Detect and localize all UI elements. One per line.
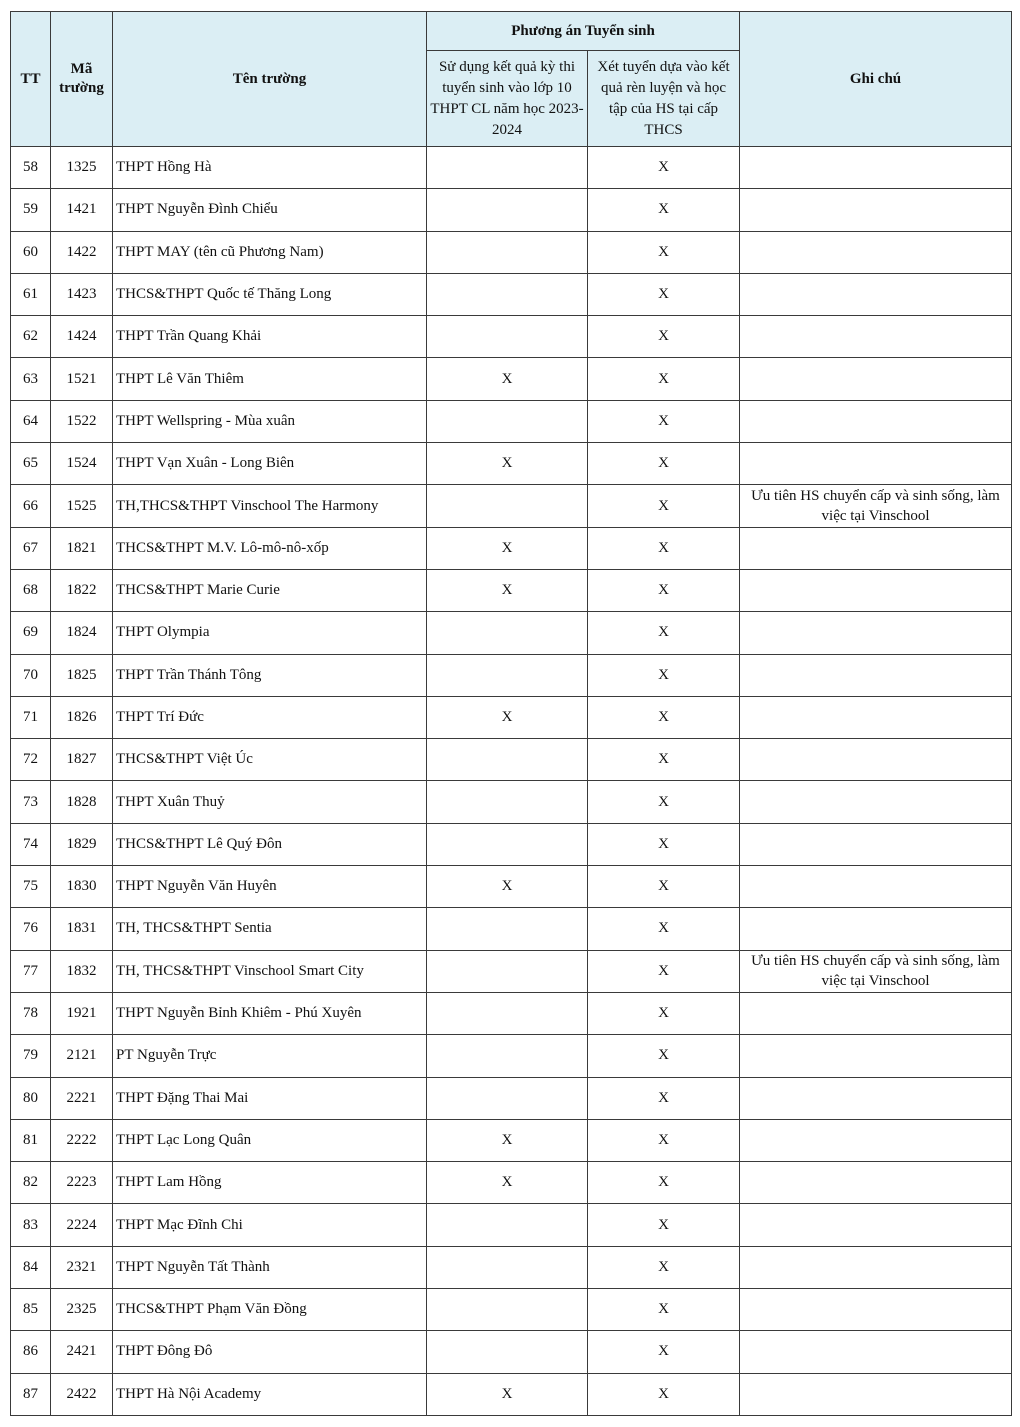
table-row bbox=[11, 992, 1012, 1034]
table-row bbox=[11, 189, 1012, 231]
cell-note bbox=[740, 739, 1012, 781]
cell-option-exam bbox=[427, 950, 588, 992]
cell-tt: 63 bbox=[11, 358, 51, 400]
cell-code: 1827 bbox=[51, 739, 113, 781]
cell-note bbox=[740, 443, 1012, 485]
cell-code: 1921 bbox=[51, 992, 113, 1034]
table-row bbox=[11, 612, 1012, 654]
cell-option-exam bbox=[427, 316, 588, 358]
cell-code: 1832 bbox=[51, 950, 113, 992]
cell-school-name: THCS&THPT Việt Úc bbox=[113, 739, 427, 781]
header-phuong-an: Phương án Tuyển sinh bbox=[427, 12, 740, 51]
cell-school-name: THPT Đông Đô bbox=[113, 1331, 427, 1373]
header-ten-truong: Tên trường bbox=[113, 12, 427, 147]
cell-note bbox=[740, 781, 1012, 823]
cell-tt: 58 bbox=[11, 147, 51, 189]
cell-option-exam: X bbox=[427, 1162, 588, 1204]
table-row bbox=[11, 781, 1012, 823]
cell-school-name: THPT Vạn Xuân - Long Biên bbox=[113, 443, 427, 485]
cell-option-record: X bbox=[588, 358, 740, 400]
cell-tt: 60 bbox=[11, 231, 51, 273]
cell-tt: 71 bbox=[11, 696, 51, 738]
cell-option-exam bbox=[427, 739, 588, 781]
cell-tt: 73 bbox=[11, 781, 51, 823]
cell-school-name: THPT Nguyễn Đình Chiểu bbox=[113, 189, 427, 231]
cell-code: 1829 bbox=[51, 823, 113, 865]
cell-tt: 65 bbox=[11, 443, 51, 485]
cell-note bbox=[740, 1246, 1012, 1288]
cell-option-record: X bbox=[588, 1204, 740, 1246]
cell-tt: 76 bbox=[11, 908, 51, 950]
cell-note bbox=[740, 189, 1012, 231]
cell-school-name: TH, THCS&THPT Vinschool Smart City bbox=[113, 950, 427, 992]
cell-option-record: X bbox=[588, 316, 740, 358]
cell-option-record: X bbox=[588, 992, 740, 1034]
cell-option-exam: X bbox=[427, 358, 588, 400]
cell-option-record: X bbox=[588, 739, 740, 781]
cell-school-name: THPT Lạc Long Quân bbox=[113, 1119, 427, 1161]
table-row bbox=[11, 866, 1012, 908]
cell-code: 1422 bbox=[51, 231, 113, 273]
cell-option-record: X bbox=[588, 569, 740, 611]
cell-option-record: X bbox=[588, 1119, 740, 1161]
cell-note: Ưu tiên HS chuyển cấp và sinh sống, làm việc tại Vinschool bbox=[740, 485, 1012, 527]
cell-option-exam bbox=[427, 400, 588, 442]
cell-code: 1831 bbox=[51, 908, 113, 950]
table-row bbox=[11, 1204, 1012, 1246]
cell-option-record: X bbox=[588, 527, 740, 569]
table-row bbox=[11, 1077, 1012, 1119]
cell-code: 1828 bbox=[51, 781, 113, 823]
header-ma-truong: Mã trường bbox=[51, 12, 113, 147]
cell-school-name: THPT Mạc Đĩnh Chi bbox=[113, 1204, 427, 1246]
cell-code: 1821 bbox=[51, 527, 113, 569]
table-row bbox=[11, 231, 1012, 273]
cell-tt: 69 bbox=[11, 612, 51, 654]
cell-tt: 66 bbox=[11, 485, 51, 527]
cell-tt: 61 bbox=[11, 273, 51, 315]
cell-note bbox=[740, 696, 1012, 738]
cell-option-record: X bbox=[588, 1331, 740, 1373]
cell-school-name: THCS&THPT Lê Quý Đôn bbox=[113, 823, 427, 865]
cell-option-record: X bbox=[588, 231, 740, 273]
cell-option-exam: X bbox=[427, 443, 588, 485]
cell-tt: 87 bbox=[11, 1373, 51, 1415]
cell-note bbox=[740, 1331, 1012, 1373]
table-row bbox=[11, 1289, 1012, 1331]
cell-code: 2325 bbox=[51, 1289, 113, 1331]
cell-note bbox=[740, 823, 1012, 865]
cell-option-record: X bbox=[588, 443, 740, 485]
cell-code: 1325 bbox=[51, 147, 113, 189]
cell-tt: 64 bbox=[11, 400, 51, 442]
cell-code: 1826 bbox=[51, 696, 113, 738]
table-row bbox=[11, 1331, 1012, 1373]
cell-school-name: TH,THCS&THPT Vinschool The Harmony bbox=[113, 485, 427, 527]
cell-code: 1825 bbox=[51, 654, 113, 696]
cell-option-exam bbox=[427, 992, 588, 1034]
cell-option-record: X bbox=[588, 612, 740, 654]
cell-tt: 80 bbox=[11, 1077, 51, 1119]
cell-note bbox=[740, 1077, 1012, 1119]
cell-option-exam bbox=[427, 1331, 588, 1373]
table-row bbox=[11, 1119, 1012, 1161]
cell-option-record: X bbox=[588, 1162, 740, 1204]
table-row bbox=[11, 273, 1012, 315]
cell-note bbox=[740, 1204, 1012, 1246]
cell-tt: 70 bbox=[11, 654, 51, 696]
cell-option-exam: X bbox=[427, 696, 588, 738]
cell-note bbox=[740, 273, 1012, 315]
cell-option-record: X bbox=[588, 866, 740, 908]
table-row bbox=[11, 908, 1012, 950]
cell-code: 2421 bbox=[51, 1331, 113, 1373]
cell-tt: 62 bbox=[11, 316, 51, 358]
cell-code: 1421 bbox=[51, 189, 113, 231]
cell-option-exam bbox=[427, 781, 588, 823]
table-row bbox=[11, 1162, 1012, 1204]
cell-tt: 75 bbox=[11, 866, 51, 908]
header-option-exam: Sử dụng kết quả kỳ thi tuyển sinh vào lớp 10 THPT CL năm học 2023-2024 bbox=[427, 51, 588, 147]
cell-school-name: THPT Trần Quang Khải bbox=[113, 316, 427, 358]
cell-option-exam bbox=[427, 1035, 588, 1077]
table-row bbox=[11, 527, 1012, 569]
cell-option-record: X bbox=[588, 147, 740, 189]
cell-tt: 74 bbox=[11, 823, 51, 865]
cell-note bbox=[740, 992, 1012, 1034]
cell-tt: 77 bbox=[11, 950, 51, 992]
cell-code: 1824 bbox=[51, 612, 113, 654]
cell-option-exam: X bbox=[427, 866, 588, 908]
cell-option-record: X bbox=[588, 696, 740, 738]
cell-code: 2121 bbox=[51, 1035, 113, 1077]
cell-school-name: THPT Olympia bbox=[113, 612, 427, 654]
cell-option-record: X bbox=[588, 189, 740, 231]
cell-school-name: THPT Nguyễn Văn Huyên bbox=[113, 866, 427, 908]
cell-option-exam: X bbox=[427, 1119, 588, 1161]
table-row bbox=[11, 696, 1012, 738]
cell-option-exam bbox=[427, 1077, 588, 1119]
admissions-table bbox=[10, 11, 1012, 1416]
table-body bbox=[11, 147, 1012, 1416]
cell-option-record: X bbox=[588, 273, 740, 315]
cell-option-exam bbox=[427, 147, 588, 189]
cell-tt: 82 bbox=[11, 1162, 51, 1204]
table-row bbox=[11, 147, 1012, 189]
cell-option-record: X bbox=[588, 400, 740, 442]
header-ghi-chu: Ghi chú bbox=[740, 12, 1012, 147]
table-row bbox=[11, 950, 1012, 992]
cell-option-record: X bbox=[588, 950, 740, 992]
cell-note bbox=[740, 358, 1012, 400]
cell-school-name: THCS&THPT Phạm Văn Đồng bbox=[113, 1289, 427, 1331]
cell-school-name: THPT Xuân Thuỷ bbox=[113, 781, 427, 823]
cell-option-record: X bbox=[588, 654, 740, 696]
cell-note bbox=[740, 316, 1012, 358]
cell-option-exam bbox=[427, 1246, 588, 1288]
table-row bbox=[11, 569, 1012, 611]
cell-option-exam bbox=[427, 823, 588, 865]
cell-tt: 83 bbox=[11, 1204, 51, 1246]
cell-note bbox=[740, 654, 1012, 696]
cell-note bbox=[740, 1035, 1012, 1077]
cell-note bbox=[740, 866, 1012, 908]
cell-option-exam bbox=[427, 654, 588, 696]
cell-option-record: X bbox=[588, 485, 740, 527]
cell-code: 1521 bbox=[51, 358, 113, 400]
cell-option-exam bbox=[427, 189, 588, 231]
table-row bbox=[11, 654, 1012, 696]
table-row bbox=[11, 358, 1012, 400]
cell-option-exam bbox=[427, 273, 588, 315]
table-row bbox=[11, 400, 1012, 442]
cell-school-name: THPT Wellspring - Mùa xuân bbox=[113, 400, 427, 442]
cell-code: 2321 bbox=[51, 1246, 113, 1288]
cell-option-record: X bbox=[588, 1077, 740, 1119]
header-option-record: Xét tuyển dựa vào kết quả rèn luyện và học tập của HS tại cấp THCS bbox=[588, 51, 740, 147]
cell-school-name: THPT Lam Hồng bbox=[113, 1162, 427, 1204]
table-row bbox=[11, 1035, 1012, 1077]
cell-school-name: THPT Nguyễn Bỉnh Khiêm - Phú Xuyên bbox=[113, 992, 427, 1034]
cell-tt: 67 bbox=[11, 527, 51, 569]
cell-code: 1830 bbox=[51, 866, 113, 908]
cell-school-name: THPT Trần Thánh Tông bbox=[113, 654, 427, 696]
cell-option-record: X bbox=[588, 1035, 740, 1077]
table-row bbox=[11, 1246, 1012, 1288]
cell-school-name: TH, THCS&THPT Sentia bbox=[113, 908, 427, 950]
cell-school-name: PT Nguyễn Trực bbox=[113, 1035, 427, 1077]
table-row bbox=[11, 823, 1012, 865]
cell-code: 2221 bbox=[51, 1077, 113, 1119]
cell-option-exam: X bbox=[427, 569, 588, 611]
cell-option-exam bbox=[427, 908, 588, 950]
cell-school-name: THPT Đặng Thai Mai bbox=[113, 1077, 427, 1119]
cell-tt: 86 bbox=[11, 1331, 51, 1373]
table-row bbox=[11, 485, 1012, 527]
cell-option-record: X bbox=[588, 781, 740, 823]
cell-note bbox=[740, 1373, 1012, 1415]
cell-tt: 78 bbox=[11, 992, 51, 1034]
cell-tt: 72 bbox=[11, 739, 51, 781]
cell-school-name: THPT MAY (tên cũ Phương Nam) bbox=[113, 231, 427, 273]
cell-option-record: X bbox=[588, 1373, 740, 1415]
cell-code: 1424 bbox=[51, 316, 113, 358]
cell-tt: 79 bbox=[11, 1035, 51, 1077]
cell-option-record: X bbox=[588, 1246, 740, 1288]
cell-code: 1522 bbox=[51, 400, 113, 442]
table-row bbox=[11, 739, 1012, 781]
cell-code: 1525 bbox=[51, 485, 113, 527]
cell-note bbox=[740, 1119, 1012, 1161]
table-row bbox=[11, 1373, 1012, 1415]
cell-option-exam bbox=[427, 231, 588, 273]
cell-note bbox=[740, 908, 1012, 950]
cell-option-exam bbox=[427, 485, 588, 527]
cell-tt: 85 bbox=[11, 1289, 51, 1331]
cell-note bbox=[740, 569, 1012, 611]
cell-option-exam: X bbox=[427, 1373, 588, 1415]
cell-school-name: THPT Hà Nội Academy bbox=[113, 1373, 427, 1415]
cell-note bbox=[740, 400, 1012, 442]
cell-tt: 84 bbox=[11, 1246, 51, 1288]
cell-tt: 68 bbox=[11, 569, 51, 611]
cell-note bbox=[740, 231, 1012, 273]
cell-note bbox=[740, 527, 1012, 569]
header-tt: TT bbox=[11, 12, 51, 147]
cell-note bbox=[740, 1289, 1012, 1331]
table-row bbox=[11, 443, 1012, 485]
cell-code: 2222 bbox=[51, 1119, 113, 1161]
cell-note bbox=[740, 147, 1012, 189]
cell-code: 1423 bbox=[51, 273, 113, 315]
table-header bbox=[11, 12, 1012, 147]
cell-tt: 81 bbox=[11, 1119, 51, 1161]
cell-code: 1822 bbox=[51, 569, 113, 611]
cell-option-exam bbox=[427, 612, 588, 654]
cell-note bbox=[740, 1162, 1012, 1204]
table-row bbox=[11, 316, 1012, 358]
cell-school-name: THPT Lê Văn Thiêm bbox=[113, 358, 427, 400]
cell-school-name: THPT Hồng Hà bbox=[113, 147, 427, 189]
cell-note bbox=[740, 612, 1012, 654]
cell-code: 2224 bbox=[51, 1204, 113, 1246]
cell-option-exam bbox=[427, 1289, 588, 1331]
cell-option-record: X bbox=[588, 823, 740, 865]
cell-code: 2223 bbox=[51, 1162, 113, 1204]
cell-tt: 59 bbox=[11, 189, 51, 231]
cell-option-record: X bbox=[588, 1289, 740, 1331]
cell-option-exam bbox=[427, 1204, 588, 1246]
cell-option-exam: X bbox=[427, 527, 588, 569]
cell-code: 2422 bbox=[51, 1373, 113, 1415]
cell-note: Ưu tiên HS chuyển cấp và sinh sống, làm việc tại Vinschool bbox=[740, 950, 1012, 992]
cell-option-record: X bbox=[588, 908, 740, 950]
cell-school-name: THCS&THPT M.V. Lô-mô-nô-xốp bbox=[113, 527, 427, 569]
cell-school-name: THPT Nguyễn Tất Thành bbox=[113, 1246, 427, 1288]
cell-school-name: THCS&THPT Quốc tế Thăng Long bbox=[113, 273, 427, 315]
cell-code: 1524 bbox=[51, 443, 113, 485]
cell-school-name: THCS&THPT Marie Curie bbox=[113, 569, 427, 611]
cell-school-name: THPT Trí Đức bbox=[113, 696, 427, 738]
